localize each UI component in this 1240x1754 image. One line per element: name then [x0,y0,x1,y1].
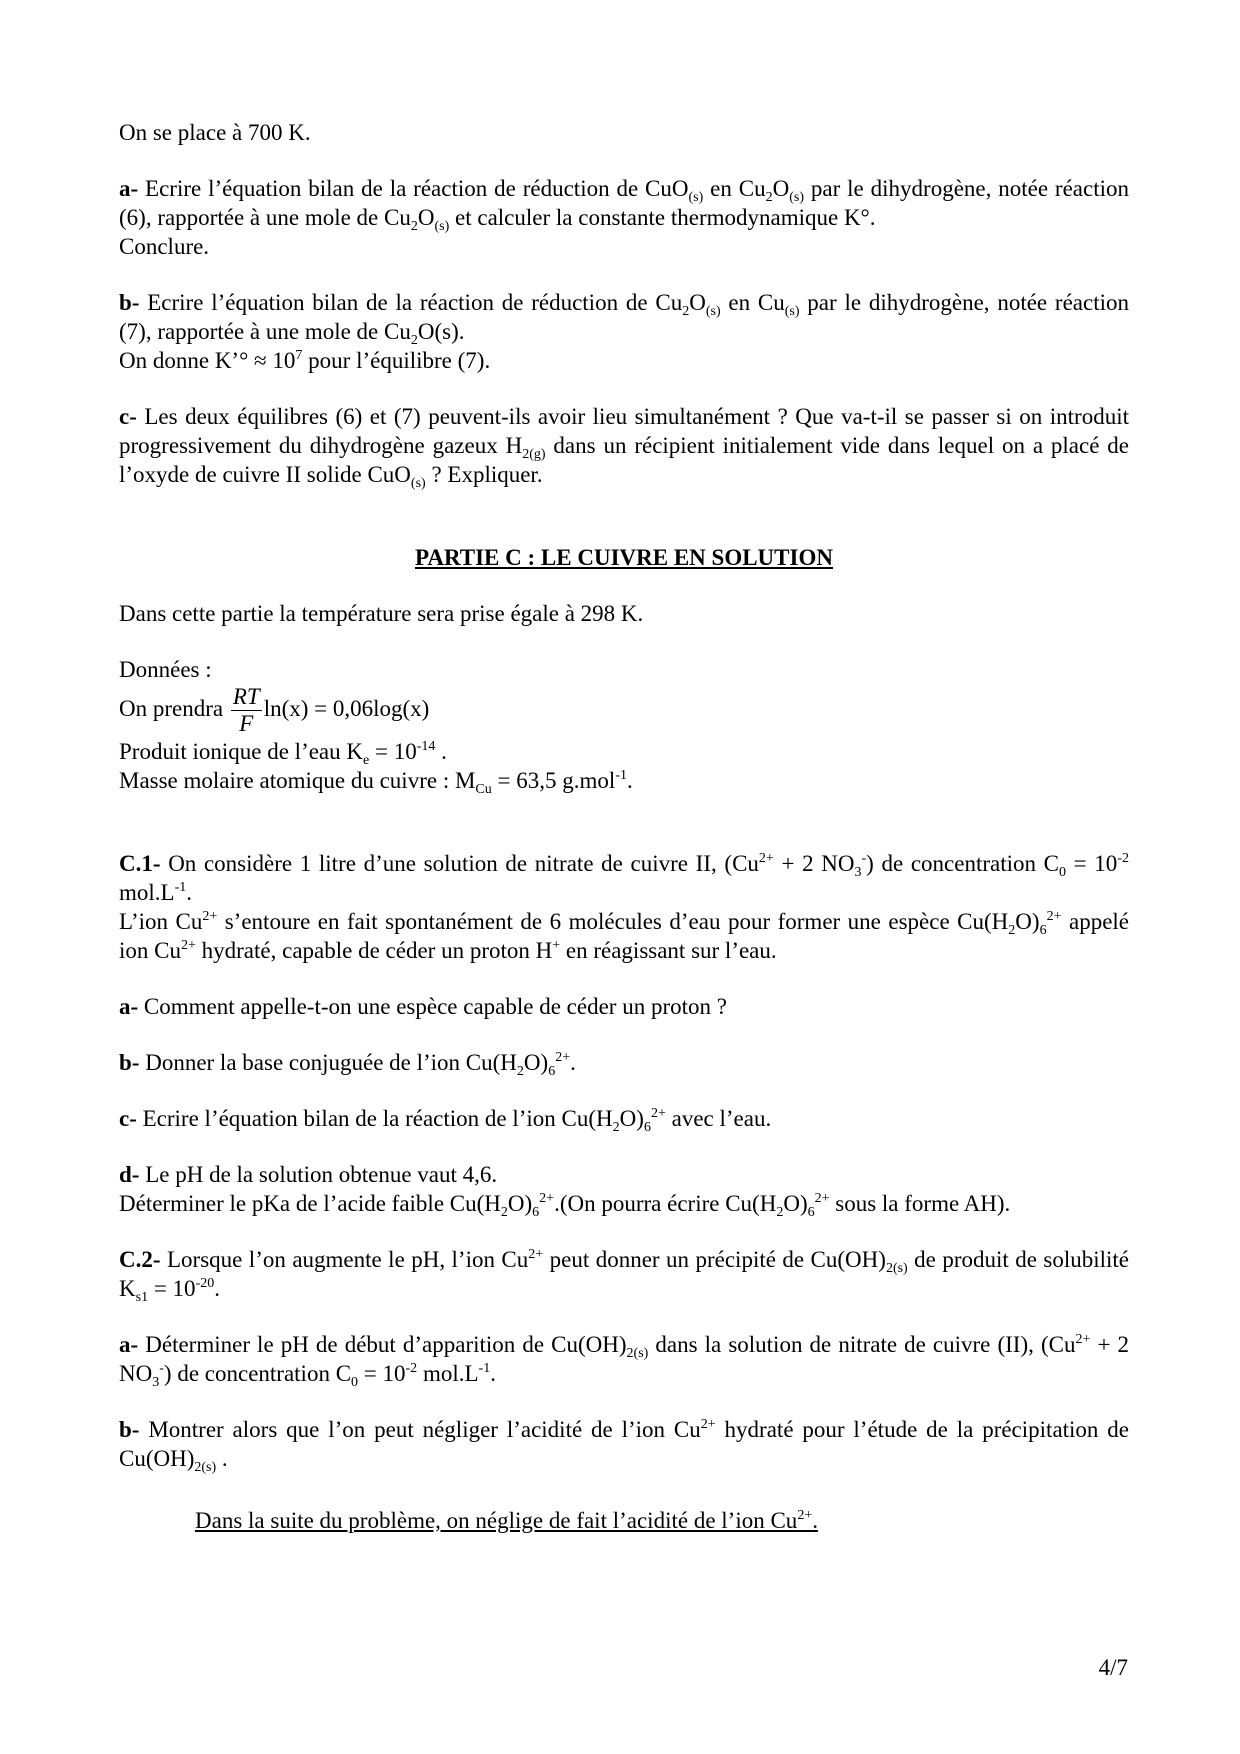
question-label: d- [119,1162,140,1187]
section-title: PARTIE C : LE CUIVRE EN SOLUTION [415,545,833,570]
data-block [119,655,1129,795]
question-c1: C.1- On considère 1 litre d’une solution de nitrate de cuivre II, ($Cu^{2+} + 2$ $NO_3^-$) de concentration $C_0 = 10^{-2}$ $mol.L^{-1}$. L’ion $Cu^{2+}$ s’entoure en fait spontanément de 6 molécules d’eau pour former une espèce $Cu(H_2O)_6^{2+}$ appelé ion $Cu^{2+}$ hydraté, capable de céder un proton H+ en réagissant sur l’eau. [119,851,1129,963]
question-label: a- [119,1332,139,1357]
question-label: C.1- [119,851,161,876]
document-page [119,118,1129,1535]
question-label: c- [119,404,137,429]
question-c1-d: d- Le pH de la solution obtenue vaut 4,6. Déterminer le pKa de l’acide faible $Cu(H_2O)_6^{2+}.(On$ pourra écrire $Cu(H_2O)_6^{2+}$ sous la forme AH). [119,1162,1011,1220]
data-heading: Données : [119,657,212,682]
question-c2-b: b- Montrer alors que l’on peut négliger l’acidité de l’ion $Cu^{2+}$ hydraté pour l’étude de la précipitation de $Cu(OH)_{2(s)}$ . [119,1417,1130,1475]
question-c1-b: b- Donner la base conjuguée de l’ion $Cu(H_2O)_6^{2+}$. [119,1050,576,1079]
ionic-product-line: Produit ionique de l’eau $K_e = 10^{-14}$ . [119,739,447,768]
question-c2: C.2- Lorsque l’on augmente le pH, l’ion $Cu^{2+}$ peut donner un précipité de $Cu(OH)_{2(s)}$ de produit de solubilité $K_{s1} = 10^{-20}$. [119,1247,1130,1305]
question-c2-a: a- Déterminer le pH de début d’apparition de $Cu(OH)_{2(s)}$ dans la solution de nitrate de cuivre (II), ($Cu^{2+} + 2$ $NO_3^-$) de concentration $C_0 = 10^{-2}$ $mol.L^{-1}$. [119,1332,1129,1390]
question-b: b- Ecrire l’équation bilan de la réaction de réduction de $Cu_2O_{(s)}$ en $Cu_{(s)}$ par le dihydrogène, notée réaction (7), rapportée à une mole de $Cu_2O(s)$. On donne K’° ≈ $10^7$ pour l’équilibre (7). [119,290,1129,373]
underlined-note: Dans la suite du problème, on néglige de fait l’acidité de l’ion $Cu^{2+}$. [195,1508,818,1533]
page-number: 4/7 [1098,1655,1128,1680]
molar-mass-line: Masse molaire atomique du cuivre : $M_{Cu} = 63,5$ g.mol$^{-1}$. [119,768,633,797]
question-c1-c: c- Ecrire l’équation bilan de la réaction de l’ion $Cu(H_2O)_6^{2+}$ avec l’eau. [119,1106,772,1135]
fraction-rt-over-f: $\frac{RT}{F}$ [232,684,260,736]
question-label: b- [119,290,140,315]
question-label: c- [119,1106,137,1131]
question-label: C.2- [119,1247,161,1272]
question-label: a- [119,176,139,201]
question-label: b- [119,1417,140,1442]
question-c: c- Les deux équilibres (6) et (7) peuvent-ils avoir lieu simultanément ? Que va-t-il se passer si on introduit progressivement du dihydrogène gazeux $H_{2(g)}$ dans un récipient initialement vide dans lequel on a placé de l’oxyde de cuivre II solide CuO$_{(s)}$ ? Expliquer. [119,404,1130,491]
intro-text: On se place à 700 K. [119,120,311,145]
question-label: b- [119,1050,140,1075]
question-a: a- Ecrire l’équation bilan de la réaction de réduction de CuO$_{(s)}$ en $Cu_2O_{(s)}$ par le dihydrogène, notée réaction (6), rapportée à une mole de $Cu_2O_{(s)}$ et calculer la constante thermodynamique K°. Conclure. [119,176,1129,259]
question-label: a- [119,994,139,1019]
temperature-text: Dans cette partie la température sera prise égale à 298 K. [119,601,644,626]
question-c1-a: a- Comment appelle-t-on une espèce capable de céder un proton ? [119,994,727,1019]
formula-line: On prendra $\frac{RT}{F}$ ln(x) = 0,06log(x) [119,684,430,736]
